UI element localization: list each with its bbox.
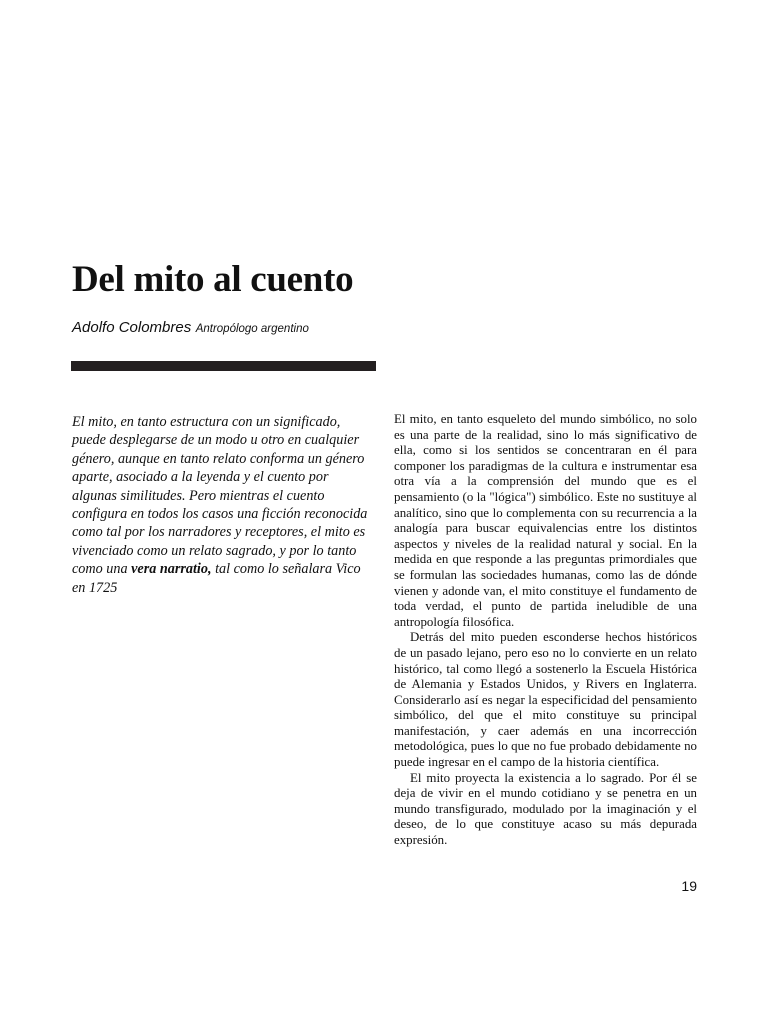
body-column [394,412,697,849]
title-divider-bar [71,361,376,371]
author-role: Antropólogo argentino [195,323,309,335]
abstract [72,413,372,597]
body-paragraph-3: El mito proyecta la existencia a lo sagrado. Por él se deja de vivir en el mundo cotidiano y se penetra en un mundo transfigurado, modulado por la imaginación y el deseo, de lo que constituye acaso su más depurada expresión. [394,770,697,848]
body-paragraph-2: Detrás del mito pueden esconderse hechos históricos de un pasado lejano, pero eso no lo convierte en un relato histórico, tal como llegó a sostenerlo la Escuela Histórica de Alemania y Estados Unidos, y Rivers en Inglaterra. Considerarlo así es negar la especificidad del pensamiento simbólico, del que el mito constituye su principal manifestación, y caer además en una incorrección metodológica, pues lo que no fue probado debidamente no puede ingresar en el campo de la historia científica. [394,630,697,770]
author-name: Adolfo Colombres [72,319,192,336]
body-paragraph-1: El mito, en tanto esqueleto del mundo simbólico, no solo es una parte de la realidad, sino lo más significativo de ella, como si los sentidos se concentraran en él para componer los paradigmas de la cultura e instrumentar esa otra vía a la comprensión del mundo que es el pensamiento (o la "lógica") simbólico. Este no sustituye al analítico, sino que lo complementa con su recurrencia a la analogía para buscar equivalencias entre los distintos aspectos y niveles de la realidad natural y social. En la medida en que responde a las preguntas primordiales que se formulan las sociedades humanas, como las de dónde vienen y adonde van, el mito constituye el fundamento de toda verdad, el punto de partida ineludible de una antropología filosófica. [394,412,697,629]
byline [72,319,309,337]
abstract-text: El mito, en tanto estructura con un significado, puede desplegarse de un modo u otro en cualquier género, aunque en tanto relato conforma un género aparte, asociado a la leyenda y el cuento por algunas similitudes. Pero mientras el cuento configura en todos los casos una ficción reconocida como tal por los narradores y receptores, el mito es vivenciado como un relato sagrado, y por lo tanto como una [72,414,368,578]
page-number: 19 [681,878,697,894]
abstract-text-end: tal como lo señalara Vico en 1725 [72,561,361,596]
abstract-emphasis: vera narratio, [131,561,212,578]
article-title: Del mito al cuento [72,259,354,300]
